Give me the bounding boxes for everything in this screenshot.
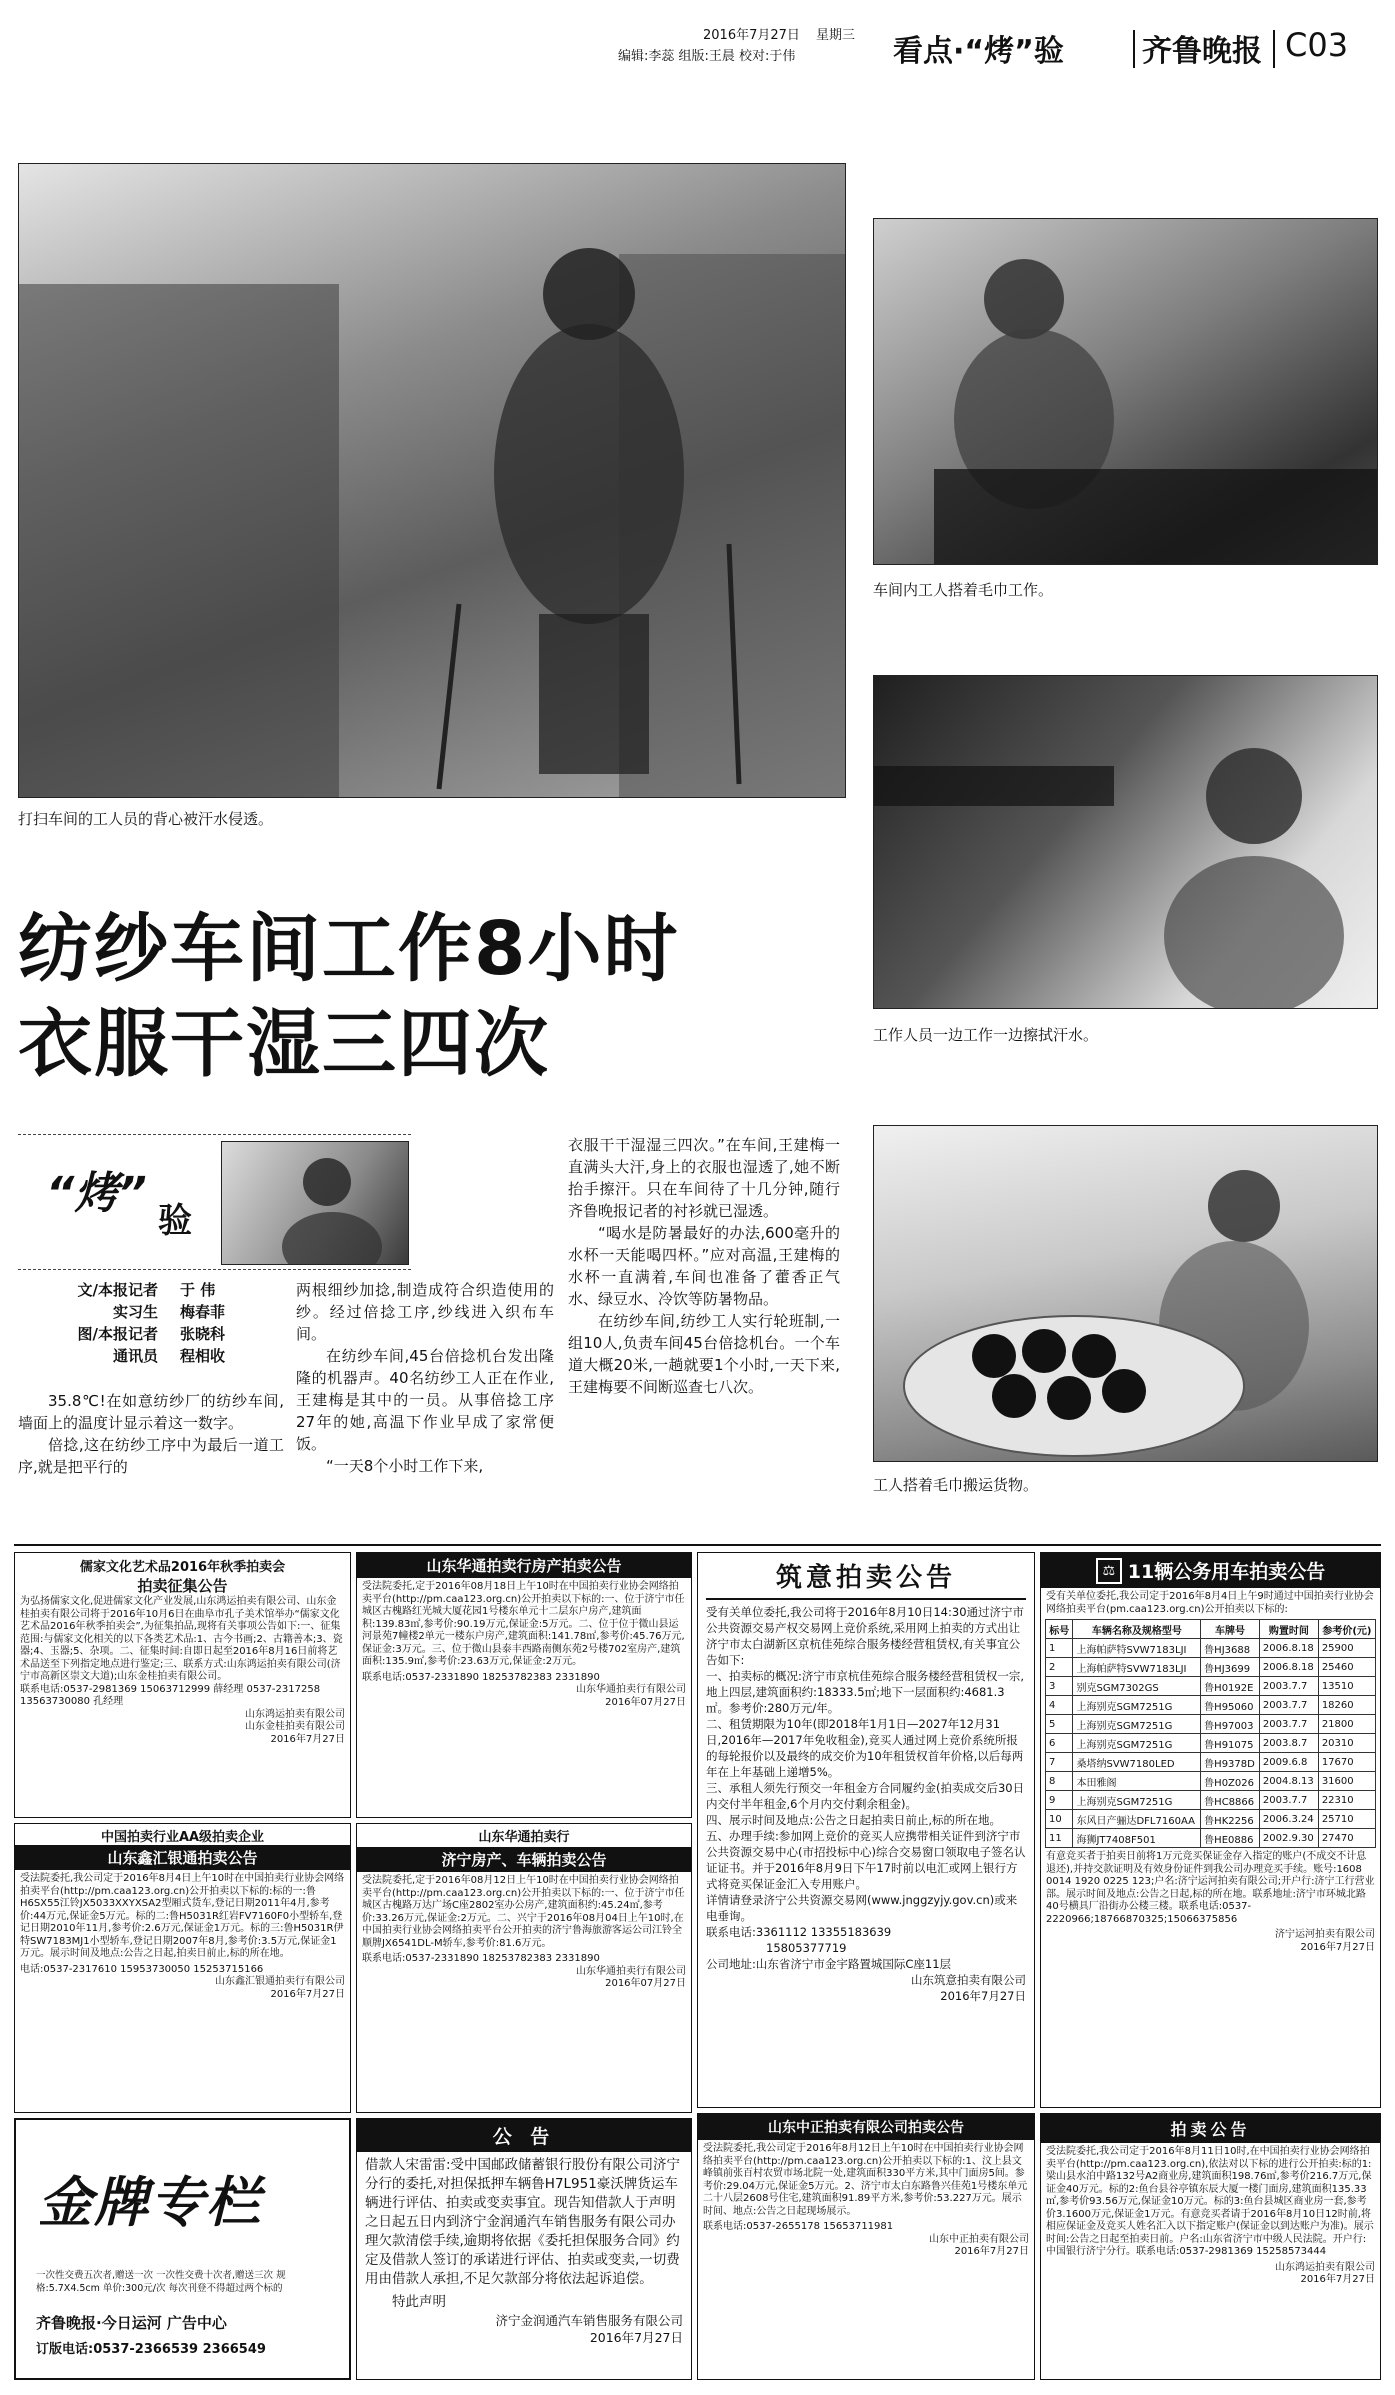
ad-contact: 联系电话:0537-2981369 15063712999 薛经理 0537-2317258 13563730080 孔经理 [20, 1683, 321, 1707]
ad-contact: 联系电话:0537-2331890 18253782383 2331890 [362, 1671, 600, 1683]
ad-xinhui-auction [14, 1823, 351, 2113]
article-paragraph: 在纺纱车间,纺纱工人实行轮班制,一组10人,负责车间45台倍捻机台。一个车道大概20米,一趟就要1个小时,一天下来,王建梅要不间断巡查七八次。 [568, 1312, 840, 1396]
article-paragraph: 两根细纱加捻,制造成符合织造使用的纱。经过倍捻工序,纱线进入织布车间。 [296, 1281, 554, 1343]
ad-title: 儒家文化艺术品2016年秋季拍卖会 [79, 1560, 286, 1575]
table-cell: 2006.8.18 [1259, 1639, 1318, 1658]
column-logo-text-a: “烤” [46, 1168, 147, 1219]
ad-contact: 联系电话:3361112 13355183639 [706, 1925, 892, 1939]
table-row [1046, 1810, 1376, 1829]
byline-role: 文/本报记者 [77, 1281, 158, 1299]
table-cell: 鲁H95060 [1201, 1696, 1260, 1715]
table-cell: 13510 [1318, 1677, 1375, 1696]
table-cell: 上海帕萨特SVW7183LJI [1073, 1639, 1201, 1658]
cars-table-header-cell: 参考价(元) [1318, 1620, 1375, 1639]
table-cell: 25900 [1318, 1639, 1375, 1658]
table-cell: 22310 [1318, 1791, 1375, 1810]
worker-wiping-sweat-figure [874, 676, 1377, 1008]
main-photo [18, 163, 846, 798]
ad-zhuyi-auction [697, 1552, 1035, 2108]
ad-huatong-property [356, 1552, 692, 1818]
byline-row-2 [18, 1301, 288, 1323]
ad-signature: 山东筑意拍卖有限公司 [911, 1973, 1026, 1987]
table-row [1046, 1696, 1376, 1715]
column-logo-block [18, 1134, 411, 1270]
table-cell: 海狮JT7408F501 [1073, 1829, 1201, 1848]
section-divider [1133, 30, 1135, 68]
editors-line: 编辑:李蕊 组版:王晨 校对:于伟 [618, 49, 796, 64]
table-cell: 2003.7.7 [1259, 1696, 1318, 1715]
table-cell: 东风日产骊达DFL7160AA [1073, 1810, 1201, 1829]
issue-weekday: 星期三 [816, 28, 856, 43]
table-cell: 鲁H0192E [1201, 1677, 1260, 1696]
article-paragraph: “喝水是防暑最好的办法,600毫升的水杯一天能喝四杯。”应对高温,王建梅的水杯一直满着,车间也准备了藿香正气水、绿豆水、冷饮等防暑物品。 [568, 1224, 840, 1308]
byline-row-1 [18, 1279, 288, 1301]
table-cell: 8 [1046, 1772, 1073, 1791]
gold-column-note: 一次性交费五次者,赠送一次 一次性交费十次者,赠送三次 规格:5.7X4.5cm 单价:300元/次 每次刊登不得超过两个标的 [36, 2270, 286, 2294]
table-row [1046, 1639, 1376, 1658]
ad-signature: 山东鸿运拍卖有限公司 [1275, 2261, 1375, 2273]
ad-zhongzheng-auction [697, 2113, 1035, 2380]
ad-gold-column [14, 2118, 351, 2380]
main-photo-caption: 打扫车间的工人员的背心被汗水侵透。 [18, 810, 274, 828]
table-cell: 别克SGM7302GS [1073, 1677, 1201, 1696]
table-cell: 2003.8.7 [1259, 1734, 1318, 1753]
article-col-2 [296, 1279, 554, 1477]
ad-contact: 联系电话:0537-2655178 15653711981 [703, 2221, 894, 2232]
table-cell: 20310 [1318, 1734, 1375, 1753]
ad-intro: 受有关单位委托,我公司定于2016年8月4日上午9时通过中国拍卖行业协会网络拍卖平台(pm.caa123.org.cn)公开拍卖以下标的: [1046, 1591, 1374, 1615]
ad-title: 公 告 [357, 2119, 691, 2152]
ad-title: 山东华通拍卖行房产拍卖公告 [357, 1553, 691, 1578]
table-cell: 27470 [1318, 1829, 1375, 1848]
photo-worker-towel [873, 218, 1378, 565]
table-cell: 17670 [1318, 1753, 1375, 1772]
ad-body: 五、办理手续:参加网上竞价的竞买人应携带相关证件到济宁市公共资源交易中心(市招投标中心)综合交易窗口领取电子签名认证证书。并于2016年8月9日下午17时前以电汇或网上银行方式将竞买保证金汇入专用账户。 [706, 1829, 1026, 1891]
photo-worker-wiping [873, 675, 1378, 1009]
ad-body: 四、展示时间及地点:公告之日起拍卖日前止,标的所在地。 [706, 1813, 1002, 1827]
ad-title: 筑意拍卖公告 [706, 1557, 1026, 1600]
table-cell: 31600 [1318, 1772, 1375, 1791]
ad-body: 一、拍卖标的概况:济宁市京杭佳苑综合服务楼经营租赁权一宗,地上四层,建筑面积约:18333.5㎡;地下一层面积约:4681.3㎡。参考价:280万元/年。 [706, 1669, 1025, 1715]
headline-line2: 衣服干湿三四次 [18, 1001, 550, 1087]
ad-date: 2016年7月27日 [270, 1733, 345, 1745]
table-cell: 10 [1046, 1810, 1073, 1829]
byline [18, 1279, 288, 1367]
ad-subtitle: 山东鑫汇银通拍卖公告 [15, 1845, 350, 1870]
issue-date: 2016年7月27日 [703, 28, 800, 43]
byline-name: 程相收 [180, 1347, 226, 1365]
masthead [0, 0, 1395, 80]
ad-body: 详情请登录济宁公共资源交易网(www.jnggzyjy.gov.cn)或来电垂询。 [706, 1893, 1018, 1923]
gold-column-phone: 订版电话:0537-2366539 2366549 [36, 2342, 266, 2357]
ad-title: 中国拍卖行业AA级拍卖企业 [100, 1830, 265, 1845]
table-cell: 2006.3.24 [1259, 1810, 1318, 1829]
ad-date: 2016年7月27日 [270, 1988, 345, 2000]
byline-name: 梅春菲 [180, 1303, 226, 1321]
byline-name: 张晓科 [180, 1325, 226, 1343]
table-cell: 2003.7.7 [1259, 1715, 1318, 1734]
reporter-figure [222, 1142, 408, 1264]
photo3-caption: 工作人员一边工作一边擦拭汗水。 [873, 1026, 1099, 1044]
reporter-photo [221, 1141, 409, 1265]
ad-address: 公司地址:山东省济宁市金宇路置城国际C座11层 [706, 1957, 952, 1971]
ad-date: 2016年07月27日 [605, 1696, 686, 1708]
table-row [1046, 1772, 1376, 1791]
table-cell: 2009.6.8 [1259, 1753, 1318, 1772]
worker-carrying-cones-figure [874, 1126, 1377, 1461]
ad-body: 受有关单位委托,我公司将于2016年8月10日14:30通过济宁市公共资源交易产权交易网上竞价系统,采用网上拍卖的方式出让济宁市太白湖新区京杭佳苑综合服务楼经营租赁权,有关事宜公告如下: [706, 1605, 1025, 1667]
byline-role: 通讯员 [112, 1347, 158, 1365]
ad-title: 山东中正拍卖有限公司拍卖公告 [698, 2114, 1034, 2140]
ad-date: 2016年7月27日 [1300, 1941, 1375, 1953]
cars-table-header [1046, 1620, 1376, 1639]
section-title: 看点·“烤”验 [893, 34, 1064, 69]
cars-table-header-cell: 车辆名称及规格型号 [1073, 1620, 1201, 1639]
ad-signature: 山东鸿运拍卖有限公司 [245, 1708, 345, 1720]
worker-sweeping-figure [19, 164, 845, 797]
photo4-caption: 工人搭着毛巾搬运货物。 [873, 1476, 1039, 1494]
table-cell: 1 [1046, 1639, 1073, 1658]
ad-title-bar [1041, 1553, 1380, 1588]
table-cell: 25710 [1318, 1810, 1375, 1829]
table-cell: 9 [1046, 1791, 1073, 1810]
table-cell: 鲁HC8866 [1201, 1791, 1260, 1810]
article-paragraph: 倍捻,这在纺纱工序中为最后一道工序,就是把平行的 [18, 1436, 284, 1476]
table-cell: 上海别克SGM7251G [1073, 1715, 1201, 1734]
ad-signature: 山东中正拍卖有限公司 [929, 2233, 1029, 2245]
ad-body: 二、租赁期限为10年(即2018年1月1日—2027年12月31日,2016年—2017年免收租金),竞买人通过网上竞价系统所报的每轮报价以及最终的成交价为10年租赁权首年价格,以后每两年在上年基础上递增5%。 [706, 1717, 1024, 1779]
table-cell: 鲁H97003 [1201, 1715, 1260, 1734]
byline-role: 实习生 [112, 1303, 158, 1321]
gold-column-brand: 金牌专栏 [38, 2170, 262, 2234]
table-row [1046, 1715, 1376, 1734]
ad-body: 受法院委托,我公司定于2016年8月11日10时,在中国拍卖行业协会网络拍卖平台(http://pm.caa123.org.cn),依法对以下标的进行公开拍卖:标的1:梁山县水泊中路132号A2商业房,建筑面积198.76㎡,参考价216.7万元,保证金40万元。标的2:鱼台县谷亭镇东辰大厦一楼门面房,建筑面积135.33㎡,参考价93.56万元,保证金10万元。标的3:鱼台县城区商业房一套,参考价3.1600万元,保证金1万元。有意竞买者请于2016年8月10日12时前,将相应保证金及竞买人姓名汇入以下指定账户(保证金以到达账户为准)。展示时间:公告之日起至拍卖日前。户名:山东省济宁市中级人民法院。开户行:中国银行济宁分行。联系电话:0537-2981369 15258573444 [1046, 2146, 1374, 2257]
table-cell: 上海别克SGM7251G [1073, 1791, 1201, 1810]
worker-with-towel-figure [874, 219, 1377, 564]
table-cell: 鲁H0Z026 [1201, 1772, 1260, 1791]
ad-11-cars-auction [1040, 1552, 1381, 2108]
ad-body: 三、承租人须先行预交一年租金方合同履约金(拍卖成交后30日内交付半年租金,6个月内交付剩余租金)。 [706, 1781, 1025, 1811]
cars-table-header-cell: 购置时间 [1259, 1620, 1318, 1639]
page-divider [1273, 30, 1275, 68]
table-cell: 2 [1046, 1658, 1073, 1677]
article-paragraph: 在纺纱车间,45台倍捻机台发出隆隆的机器声。40名纺纱工人正在作业,王建梅是其中的一员。从事倍捻工序27年的她,高温下作业早成了家常便饭。 [296, 1347, 554, 1453]
article-paragraph: 35.8℃!在如意纺纱厂的纺纱车间,墙面上的温度计显示着这一数字。 [18, 1392, 284, 1432]
ad-signature: 济宁运河拍卖有限公司 [1275, 1929, 1375, 1940]
table-cell: 本田雅阁 [1073, 1772, 1201, 1791]
ad-body: 受法院委托,我公司定于2016年8月12日上午10时在中国拍卖行业协会网络拍卖平台(http://pm.caa123.org.cn)公开拍卖以下标的:1、汶上县文峰镇前张百村农贸市场北院一处,建筑面积330平方米,其中门面房5间。参考价:29.04万元,保证金5万元。2、济宁市太白东路鲁兴佳苑1号楼东单元二十八层2608号住宅,建筑面积91.89平方米,参考价:53.227万元。展示时间、地点:公告之日起现场展示。 [703, 2143, 1028, 2217]
table-row [1046, 1677, 1376, 1696]
paper-logo: 齐鲁晚报 [1142, 34, 1262, 69]
ad-body: 借款人宋雷雷:受中国邮政储蓄银行股份有限公司济宁分行的委托,对担保抵押车辆鲁H7L951豪沃牌货运车辆进行评估、拍卖或变卖事宜。现告知借款人于声明之日起五日内到济宁金润通汽车销售服务有限公司办理欠款清偿手续,逾期将依据《委托担保服务合同》约定及借款人签订的承诺进行评估、拍卖或变卖,一切费用由借款人承担,不足欠款部分将依法起诉追偿。 [365, 2157, 681, 2287]
article-col-3 [568, 1134, 840, 1398]
photo-carrying-goods [873, 1125, 1378, 1462]
table-cell: 2003.7.7 [1259, 1791, 1318, 1810]
ad-signature: 山东华通拍卖行有限公司 [576, 1965, 686, 1977]
table-cell: 上海别克SGM7251G [1073, 1696, 1201, 1715]
ad-huatong-vehicle [356, 1823, 692, 2113]
ad-hongyun-auction [1040, 2113, 1381, 2380]
ad-title: 拍卖公告 [1041, 2114, 1380, 2143]
table-cell: 18260 [1318, 1696, 1375, 1715]
cars-table [1045, 1619, 1376, 1848]
table-cell: 鲁HJ3699 [1201, 1658, 1260, 1677]
ad-contact: 电话:0537-2317610 15953730050 15253715166 [20, 1963, 264, 1975]
gold-column-name: 齐鲁晚报·今日运河 广告中心 [36, 2314, 227, 2332]
article-paragraph: 衣服干干湿湿三四次。”在车间,王建梅一直满头大汗,身上的衣服也湿透了,她不断抬手擦汗。只在车间待了十几分钟,随行齐鲁晚报记者的衬衫就已湿透。 [568, 1136, 840, 1220]
table-cell: 鲁H9378D [1201, 1753, 1260, 1772]
ad-body: 受法院委托,定于2016年08月18日上午10时在中国拍卖行业协会网络拍卖平台(http://pm.caa123.org.cn)公开拍卖以下标的:一、位于济宁市任城区古槐路红光城大厦花园1号楼东单元十二层东户房产,建筑面积:139.83㎡,参考价:90.19万元,保证金:5万元。二、位于位于微山县运河景苑7幢楼2单元一楼东户房产,建筑面积:141.78㎡,参考价:45.76万元,保证金:3万元。三、位于微山县泰丰西路南侧东苑2号楼702室房产,建筑面积:135.9㎡,参考价:23.63万元,保证金:2万元。 [362, 1581, 685, 1667]
ad-date: 2016年7月27日 [940, 1989, 1026, 2003]
ad-date: 2016年7月27日 [1300, 2274, 1375, 2285]
table-cell: 21800 [1318, 1715, 1375, 1734]
photo2-caption: 车间内工人搭着毛巾工作。 [873, 581, 1054, 599]
ad-date: 2016年7月27日 [954, 2246, 1029, 2257]
auction-hammer-icon: ⚖ [1096, 1558, 1122, 1584]
table-cell: 鲁H91075 [1201, 1734, 1260, 1753]
table-cell: 7 [1046, 1753, 1073, 1772]
page-number: C03 [1285, 26, 1349, 64]
ad-signature: 山东华通拍卖行有限公司 [576, 1684, 686, 1695]
headline-line1: 纺纱车间工作8小时 [18, 906, 680, 992]
article-col-1 [18, 1390, 284, 1478]
table-cell: 桑塔纳SVW7180LED [1073, 1753, 1201, 1772]
ad-contact: 15805377719 [766, 1941, 847, 1955]
byline-name: 于 伟 [180, 1281, 216, 1299]
ad-body: 为弘扬儒家文化,促进儒家文化产业发展,山东鸿运拍卖有限公司、山东金桂拍卖有限公司将于2016年10月6日在曲阜市孔子美术馆举办“儒家文化艺术品2016年秋季拍卖会”,为征集拍品,现将有关事项公告如下:一、征集范围:与儒家文化相关的以下各类艺术品:1、古今书画;2、古籍善本;3、瓷器;4、玉器;5、杂项。二、征集时间:自即日起至2016年8月16日前将艺术品送至下列指定地点进行鉴定;三、联系方式:山东鸿运拍卖有限公司(济宁市高新区崇文大道);山东金桂拍卖有限公司。 [20, 1596, 343, 1682]
table-cell: 6 [1046, 1734, 1073, 1753]
table-cell: 11 [1046, 1829, 1073, 1848]
table-cell: 2004.8.13 [1259, 1772, 1318, 1791]
ad-art-auction [14, 1552, 351, 1818]
table-cell: 鲁HE0886 [1201, 1829, 1260, 1848]
ad-signature: 山东鑫汇银通拍卖行有限公司 [215, 1976, 345, 1987]
table-cell: 3 [1046, 1677, 1073, 1696]
cars-table-header-cell: 标号 [1046, 1620, 1073, 1639]
table-cell: 鲁HJ3688 [1201, 1639, 1260, 1658]
ad-title: 山东华通拍卖行 [478, 1830, 570, 1845]
table-cell: 上海别克SGM7251G [1073, 1734, 1201, 1753]
table-cell: 鲁HK2256 [1201, 1810, 1260, 1829]
ad-subtitle: 济宁房产、车辆拍卖公告 [357, 1847, 691, 1872]
ad-signature: 济宁金润通汽车销售服务有限公司 [495, 2313, 683, 2328]
table-row [1046, 1829, 1376, 1848]
ad-date: 2016年07月27日 [605, 1978, 686, 1989]
ad-notice-debtor [356, 2118, 692, 2380]
ad-date: 2016年7月27日 [589, 2330, 683, 2345]
ad-title: 11辆公务用车拍卖公告 [1127, 1561, 1326, 1583]
byline-role: 图/本报记者 [77, 1325, 158, 1343]
table-cell: 25460 [1318, 1658, 1375, 1677]
table-cell: 2006.8.18 [1259, 1658, 1318, 1677]
table-cell: 上海帕萨特SVW7183LJI [1073, 1658, 1201, 1677]
table-cell: 2002.9.30 [1259, 1829, 1318, 1848]
article-paragraph: “一天8个小时工作下来, [326, 1457, 484, 1475]
ads-top-rule [14, 1544, 1381, 1546]
byline-row-3 [18, 1323, 288, 1345]
ad-subtitle: 拍卖征集公告 [137, 1577, 228, 1595]
byline-row-4 [18, 1345, 288, 1367]
table-row [1046, 1791, 1376, 1810]
cars-table-header-cell: 车牌号 [1201, 1620, 1260, 1639]
ad-contact: 联系电话:0537-2331890 18253782383 2331890 [362, 1953, 600, 1964]
ad-body: 受法院委托,定于2016年08月12日上午10时在中国拍卖行业协会网络拍卖平台(http://pm.caa123.org.cn)公开拍卖以下标的:一、位于济宁市任城区古槐路万达广场C座2802室办公房产,建筑面积约:45.24㎡,参考价:33.26万元,保证金:2万元。二、兴宁于2016年08月04日上午10时,在中国拍卖行业协会网络拍卖平台公开拍卖的济宁鲁海旅游客运公司江铃全顺牌JX6541DL-M轿车,参考价:81.6万元。 [362, 1875, 685, 1949]
table-cell: 5 [1046, 1715, 1073, 1734]
table-cell: 4 [1046, 1696, 1073, 1715]
table-row [1046, 1753, 1376, 1772]
table-cell: 2003.7.7 [1259, 1677, 1318, 1696]
column-logo-text-b: 验 [158, 1201, 192, 1241]
ad-body: 受法院委托,我公司定于2016年8月4日上午10时在中国拍卖行业协会网络拍卖平台(http://pm.caa123.org.cn)公开拍卖以下标的:标的一:鲁H6SX55江铃JX5033XXYXSA2型厢式货车,登记日期2011年4月,参考价:44万元,保证金5万元。标的二:鲁H5031R红岩FV7160F0小型轿车,登记日期2010年11月,参考价:2.6万元,保证金1万元。标的三:鲁H5031R伊特SW7183MJ1小型轿车,登记日期2007年8月,参考价:3.5万元,保证金1万元。展示时间及地点:公告之日起,拍卖日前止,标的所在地。 [20, 1873, 345, 1959]
table-row [1046, 1658, 1376, 1677]
ad-signature: 山东金桂拍卖有限公司 [245, 1721, 345, 1732]
table-row [1046, 1734, 1376, 1753]
ad-body: 有意竞买者于拍卖日前将1万元竞买保证金存入指定的账户(不成交不计息退还),并持交款证明及有效身份证件到我公司办理竞买手续。账号:1608 0014 1920 0225 123;户名:济宁运河拍卖有限公司;开户行:济宁工行营业部。展示时间及地点:公告之日起,标的所在地。联系地址:济宁市环城北路40号横具厂沿街办公楼三楼。联系电话:0537-2220966;18766870325;15066375856 [1046, 1851, 1375, 1925]
ad-note: 特此声明 [392, 2294, 446, 2310]
